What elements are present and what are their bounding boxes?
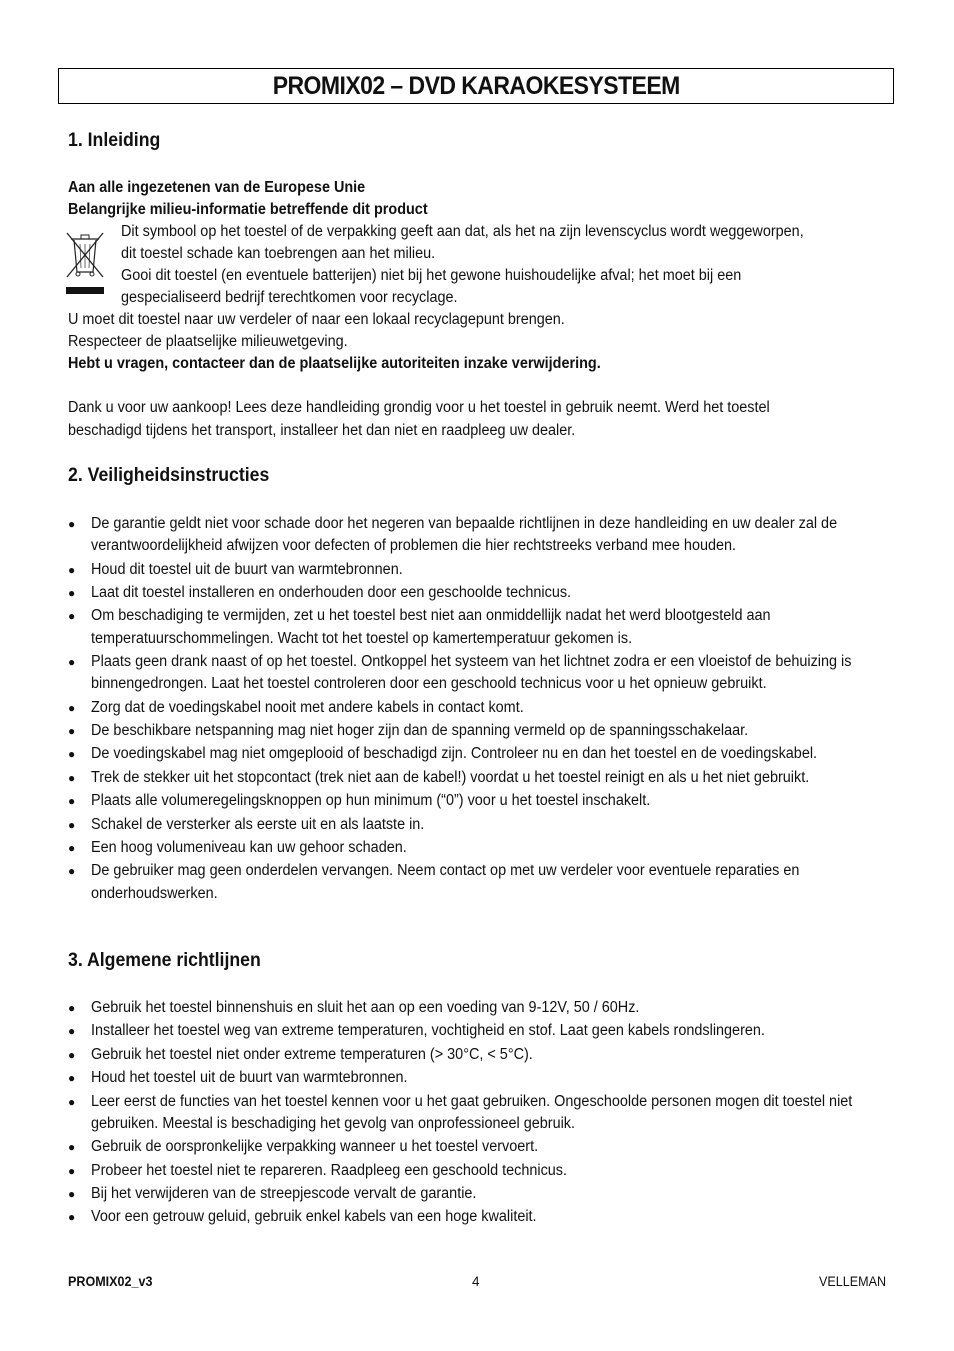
general-guidelines-list	[68, 997, 898, 1230]
bullet-icon: ●	[68, 1071, 76, 1086]
weee-text-line-2: dit toestel schade kan toebrengen aan het milieu.	[121, 245, 436, 262]
list-item: ● Gebruik de oorspronkelijke verpakking wanneer u het toestel vervoert.	[68, 1136, 898, 1158]
bullet-icon: ●	[68, 517, 76, 531]
list-item: ● Plaats geen drank naast of op het toestel. Ontkoppel het systeem van het lichtnet zodra er een vloeistof de behuizing is binnengedrongen. Laat het toestel controleren door een geschoold technicus voor u het opnieuw gebruikt.	[68, 652, 852, 693]
list-item: ● Gebruik het toestel binnenshuis en sluit het aan op een voeding van 9-12V, 50 / 60Hz.	[68, 997, 898, 1019]
weee-text-line-3: Gooi dit toestel (en eventuele batterijen) niet bij het gewone huishoudelijke afval; het moet bij een	[121, 267, 742, 284]
bullet-icon: ●	[68, 1094, 76, 1109]
weee-bin-icon	[64, 228, 106, 298]
footer-brand: VELLEMAN	[819, 1274, 886, 1289]
bullet-icon: ●	[68, 1024, 76, 1039]
bullet-icon: ●	[68, 794, 76, 809]
list-item: ● Houd het toestel uit de buurt van warmtebronnen.	[68, 1067, 898, 1089]
bullet-icon: ●	[68, 1047, 76, 1062]
section-heading-inleiding: 1. Inleiding	[68, 130, 161, 151]
bullet-icon: ●	[68, 864, 76, 879]
list-item: ● Om beschadiging te vermijden, zet u het toestel best niet aan onmiddellijk nadat het werd blootgesteld aan temperatuurschommelingen. Wacht tot het toestel op kamertemperatuur gekomen is.	[68, 607, 771, 647]
bullet-icon: ●	[68, 609, 76, 624]
bullet-icon: ●	[68, 1163, 76, 1178]
list-item: ● Installeer het toestel weg van extreme temperaturen, vochtigheid en stof. Laat geen kabels rondslingeren.	[68, 1020, 898, 1042]
questions-line: Hebt u vragen, contacteer dan de plaatselijke autoriteiten inzake verwijdering.	[68, 355, 601, 372]
list-item: ● Leer eerst de functies van het toestel kennen voor u het gaat gebruiken. Ongeschoolde personen mogen dit toestel niet gebruiken. Meestal is beschadiging het gevolg van onprofessioneel gebruik.	[68, 1092, 853, 1132]
respect-line: Respecteer de plaatselijke milieuwetgeving.	[68, 333, 348, 350]
list-item: ● Gebruik het toestel niet onder extreme temperaturen (> 30°C, < 5°C).	[68, 1044, 898, 1066]
weee-text-line-1: Dit symbool op het toestel of de verpakking geeft aan dat, als het na zijn levenscyclus wordt weggeworpen,	[121, 223, 804, 240]
list-item: ● De garantie geldt niet voor schade door het negeren van bepaalde richtlijnen in deze handleiding en uw dealer zal de verantwoordelijkheid afwijzen voor defecten of problemen die hier rechtstreeks verband mee houden.	[68, 515, 838, 555]
bullet-icon: ●	[68, 747, 76, 762]
bullet-icon: ●	[68, 817, 76, 832]
bullet-icon: ●	[68, 1186, 76, 1201]
list-item: ● Bij het verwijderen van de streepjescode vervalt de garantie.	[68, 1183, 898, 1205]
thanks-line-1: Dank u voor uw aankoop! Lees deze handleiding grondig voor u het toestel in gebruik neemt. Werd het toestel	[68, 399, 770, 416]
bullet-icon: ●	[68, 700, 76, 715]
bullet-icon: ●	[68, 723, 76, 738]
thanks-line-2: beschadigd tijdens het transport, installeer het dan niet en raadpleeg uw dealer.	[68, 422, 576, 439]
list-item: ● Zorg dat de voedingskabel nooit met andere kabels in contact komt.	[68, 697, 898, 719]
list-item: ● De gebruiker mag geen onderdelen vervangen. Neem contact op met uw verdeler voor eventuele reparaties en onderhoudswerken.	[68, 862, 800, 902]
page-title: PROMIX02 – DVD KARAOKESYSTEEM	[272, 71, 680, 100]
list-item: ● Voor een getrouw geluid, gebruik enkel kabels van een hoge kwaliteit.	[68, 1206, 898, 1228]
bullet-icon: ●	[68, 1210, 76, 1225]
environment-info-line: Belangrijke milieu-informatie betreffende dit product	[68, 201, 428, 218]
safety-instructions-list	[68, 513, 898, 906]
list-item: ● Probeer het toestel niet te repareren. Raadpleeg een geschoold technicus.	[68, 1160, 898, 1182]
list-item: ● Een hoog volumeniveau kan uw gehoor schaden.	[68, 837, 898, 859]
bullet-icon: ●	[68, 840, 76, 855]
bullet-icon: ●	[68, 654, 76, 669]
footer-page-number: 4	[472, 1274, 480, 1289]
bullet-icon: ●	[68, 770, 76, 785]
bullet-icon: ●	[68, 1140, 76, 1155]
list-item: ● Plaats alle volumeregelingsknoppen op hun minimum (“0”) voor u het toestel inschakelt.	[68, 790, 898, 812]
bullet-icon: ●	[68, 562, 76, 577]
list-item: ● Schakel de versterker als eerste uit en als laatste in.	[68, 814, 898, 836]
list-item: ● De beschikbare netspanning mag niet hoger zijn dan de spanning vermeld op de spanningsschakelaar.	[68, 720, 898, 742]
page-title-box	[58, 68, 894, 104]
weee-text-line-4: gespecialiseerd bedrijf terechtkomen voor recyclage.	[121, 289, 458, 306]
section-heading-safety: 2. Veiligheidsinstructies	[68, 465, 270, 486]
bullet-icon: ●	[68, 585, 76, 600]
recycle-line: U moet dit toestel naar uw verdeler of naar een lokaal recyclagepunt brengen.	[68, 311, 565, 328]
list-item: ● De voedingskabel mag niet omgeplooid of beschadigd zijn. Controleer nu en dan het toestel en de voedingskabel.	[68, 743, 898, 765]
list-item: ● Trek de stekker uit het stopcontact (trek niet aan de kabel!) voordat u het toestel reinigt en als u het niet gebruikt.	[68, 767, 898, 789]
list-item: ● Houd dit toestel uit de buurt van warmtebronnen.	[68, 559, 898, 581]
section-heading-general: 3. Algemene richtlijnen	[68, 950, 261, 971]
eu-residents-line: Aan alle ingezetenen van de Europese Unie	[68, 179, 366, 196]
footer-model: PROMIX02_v3	[68, 1274, 153, 1289]
list-item: ● Laat dit toestel installeren en onderhouden door een geschoolde technicus.	[68, 582, 898, 604]
bullet-icon: ●	[68, 1001, 76, 1015]
